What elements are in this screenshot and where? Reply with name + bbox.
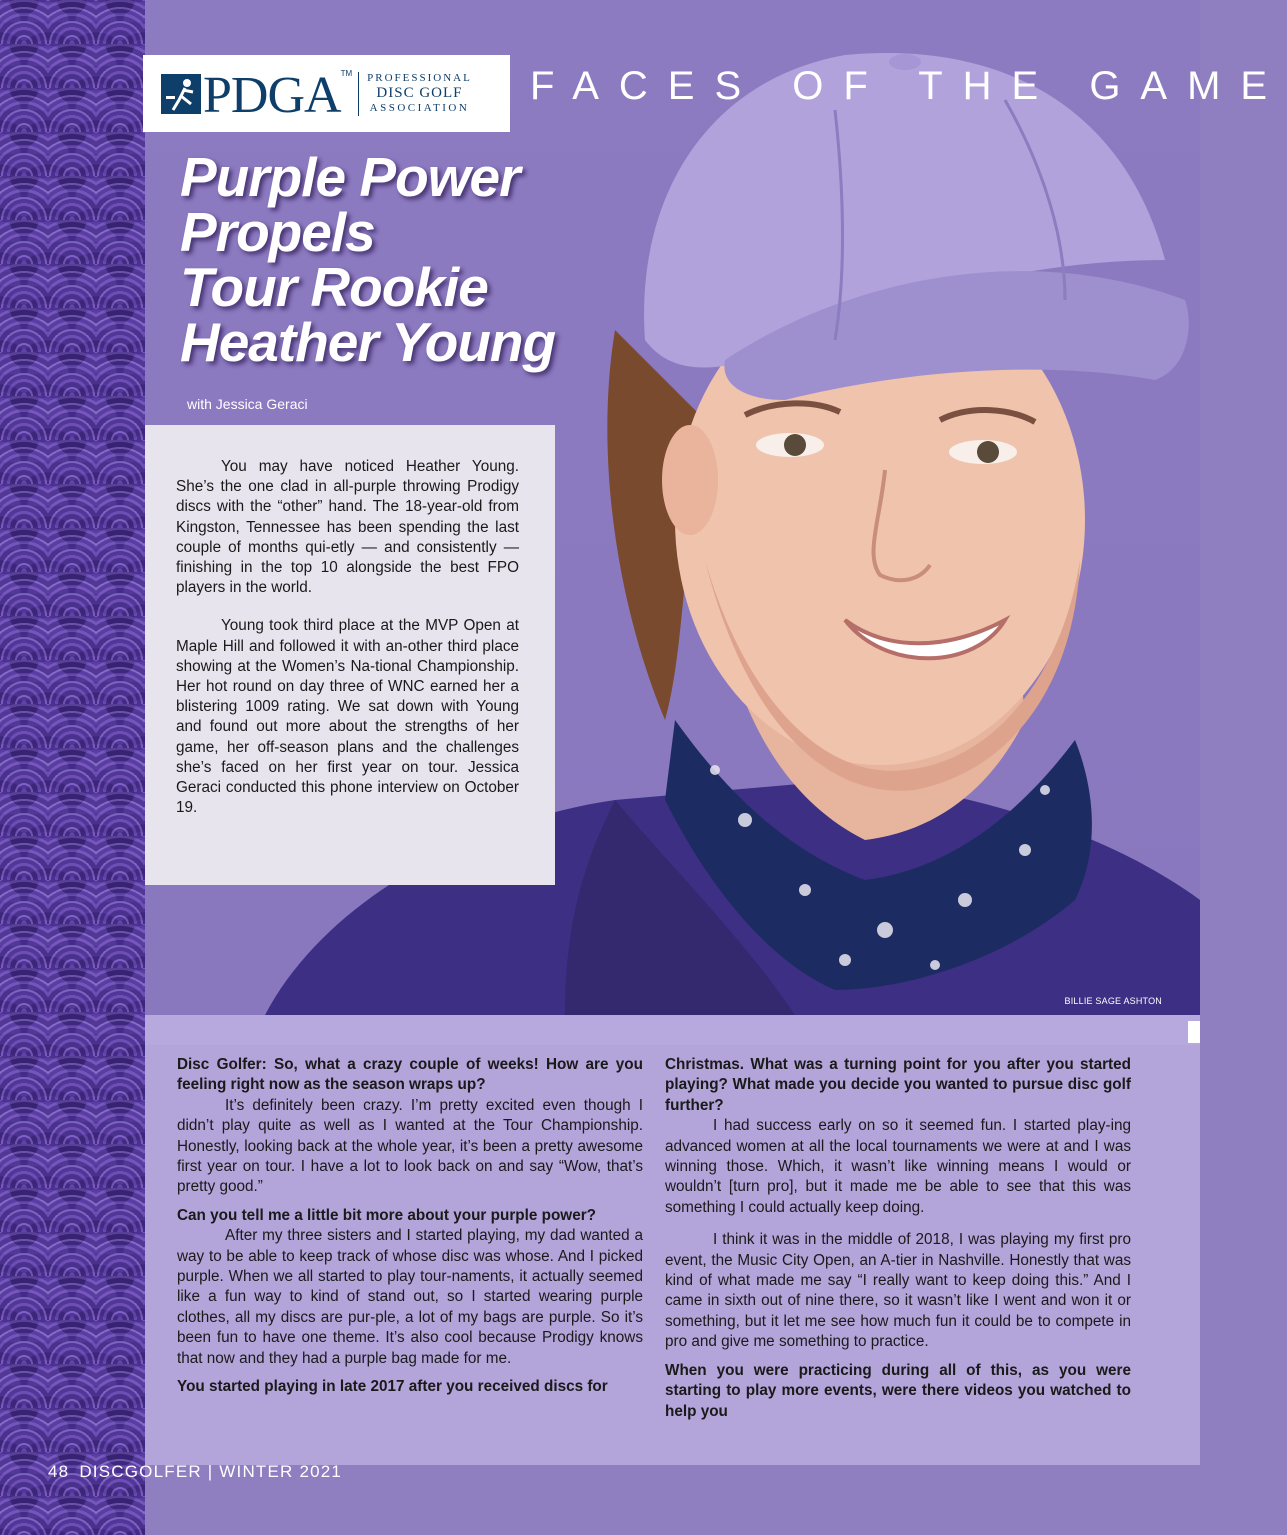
answer: I think it was in the middle of 2018, I was playing my first pro event, the Music City Open, an A-tier in Nashville. Honestly that was kind of what made me say “I really want to keep doing this.” And I came in sixth out of nine there, so it wasn’t like I went and won it or something, but it let me see how much fun it could be to compete in pro and give me something to practice. xyxy=(665,1231,1131,1351)
logo-line-3: ASSOCIATION xyxy=(369,102,470,114)
answer: I had success early on so it seemed fun. I started play-ing advanced women at all the local tournaments we were at and I was winning those. Which, it wasn’t like winning means I would or wouldn’t [turn pro], but it made me be able to see that this was something I could actually keep doing. xyxy=(665,1117,1131,1216)
question: You started playing in late 2017 after you received discs for xyxy=(177,1378,608,1396)
question: Can you tell me a little bit more about your purple power? xyxy=(177,1206,597,1224)
divider-band xyxy=(145,1015,1200,1045)
scale-pattern-overlay xyxy=(0,0,145,1535)
logo-trademark: TM xyxy=(340,69,353,78)
band-tab xyxy=(1188,1021,1200,1043)
headline-line: Heather Young xyxy=(180,311,556,373)
question: Christmas. What was a turning point for you after you started playing? What made you decide you wanted to pursue disc golf further? xyxy=(665,1056,1131,1114)
headline-line: Propels xyxy=(180,201,375,263)
disc-golfer-icon xyxy=(161,74,201,114)
pdga-logo xyxy=(143,55,510,132)
logo-wordmark: PDGA xyxy=(203,66,341,124)
photo-credit: BILLIE SAGE ASHTON xyxy=(1064,996,1162,1006)
intro-paragraph: You may have noticed Heather Young. She’s the one clad in all-purple throwing Prodigy discs with the “other” hand. The 18-year-old from Kingston, Tennessee has been spending the last couple of months qui-etly — and consistently — finishing in the top 10 alongside the best FPO players in the world. xyxy=(176,458,519,597)
right-column xyxy=(665,1055,1131,1422)
answer: It’s definitely been crazy. I’m pretty excited even though I didn’t play quite as well as I wanted at the Tour Championship. Honestly, looking back at the whole year, it’s been a pretty awesome first year on tour. I have a lot to look back on and say “Wow, that’s pretty good.” xyxy=(177,1096,643,1196)
left-column xyxy=(177,1055,643,1398)
headline-line: Tour Rookie xyxy=(180,256,488,318)
byline: with Jessica Geraci xyxy=(187,396,308,412)
logo-line-2: DISC GOLF xyxy=(376,85,463,101)
logo-subtitle xyxy=(367,73,472,114)
logo-line-1: PROFESSIONAL xyxy=(367,72,472,84)
article-headline xyxy=(180,146,560,373)
intro-paragraph: Young took third place at the MVP Open at Maple Hill and followed it with an-other third place showing at the Women’s Na-tional Championship. Her hot round on day three of WNC earned her a blistering 1009 rating. We sat down with Young and found out more about the strengths of her game, her off-season plans and the challenges she’s faced on her first year on tour. Jessica Geraci conducted this phone interview on October 19. xyxy=(176,617,519,817)
answer: After my three sisters and I started playing, my dad wanted a way to be able to keep track of whose disc was whose. And I picked purple. When we all started to play tour-naments, it actually seemed like a fun way to kind of stand out, so I started wearing purple clothes, all my discs are pur-ple, a lot of my bags are purple. So it’s been fun to have one theme. It’s also cool because Prodigy knows that now and they had a purple bag made for me. xyxy=(177,1227,643,1367)
logo-divider xyxy=(358,72,359,116)
section-label: FACES OF THE GAME xyxy=(530,64,1287,108)
footer-text: DISCGOLFER | WINTER 2021 xyxy=(79,1462,343,1481)
question: Disc Golfer: So, what a crazy couple of weeks! How are you feeling right now as the season wraps up? xyxy=(177,1056,643,1094)
question: When you were practicing during all of this, as you were starting to play more events, were there videos you watched to help you xyxy=(665,1361,1131,1420)
intro-box xyxy=(145,425,555,885)
headline-line: Purple Power xyxy=(180,146,520,208)
page-number: 48 xyxy=(48,1462,70,1481)
page-footer xyxy=(48,1462,342,1482)
